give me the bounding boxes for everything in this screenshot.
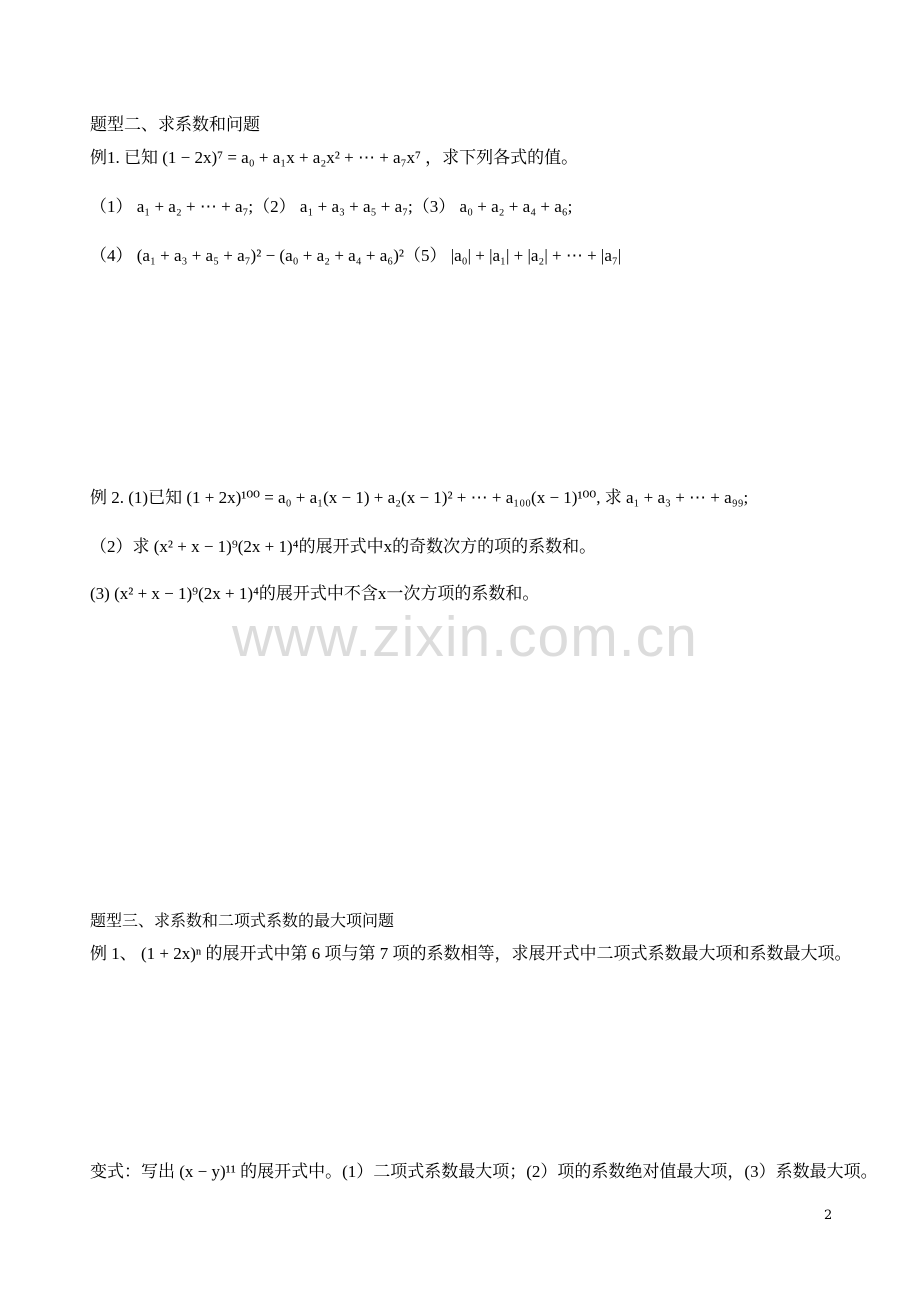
- example2-part3: (3) (x² + x − 1)⁹(2x + 1)⁴的展开式中不含x一次方项的系数和。: [90, 584, 540, 603]
- section2-title: 题型二、求系数和问题: [90, 115, 260, 135]
- example1-questions-line1: （1） a₁ + a₂ + ⋯ + a₇;（2） a₁ + a₃ + a₅ + a₇;（3） a₀ + a₂ + a₄ + a₆;: [90, 197, 573, 216]
- example1-statement: 例1. 已知 (1 − 2x)⁷ = a₀ + a₁x + a₂x² + ⋯ + a₇x⁷ ，求下列各式的值。: [90, 148, 579, 167]
- watermark: www.zixin.com.cn: [232, 605, 698, 669]
- section3-title: 题型三、求系数和二项式系数的最大项问题: [90, 911, 395, 930]
- example1-questions-line2: （4） (a₁ + a₃ + a₅ + a₇)² − (a₀ + a₂ + a₄ + a₆)²（5） |a₀| + |a₁| + |a₂| + ⋯ + |a₇|: [90, 246, 622, 265]
- section3-example1: 例 1、 (1 + 2x)ⁿ 的展开式中第 6 项与第 7 项的系数相等，求展开式中二项式系数最大项和系数最大项。: [90, 944, 852, 963]
- page-number: 2: [824, 1208, 833, 1223]
- example2-part1: 例 2. (1)已知 (1 + 2x)¹⁰⁰ = a₀ + a₁(x − 1) + a₂(x − 1)² + ⋯ + a₁₀₀(x − 1)¹⁰⁰, 求 a₁ + a₃ + ⋯ + a₉₉;: [90, 488, 749, 507]
- example2-part2: （2）求 (x² + x − 1)⁹(2x + 1)⁴的展开式中x的奇数次方的项的系数和。: [90, 537, 597, 556]
- section3-variant: 变式：写出 (x − y)¹¹ 的展开式中。(1）二项式系数最大项；(2）项的系数绝对值最大项，(3）系数最大项。: [90, 1162, 878, 1181]
